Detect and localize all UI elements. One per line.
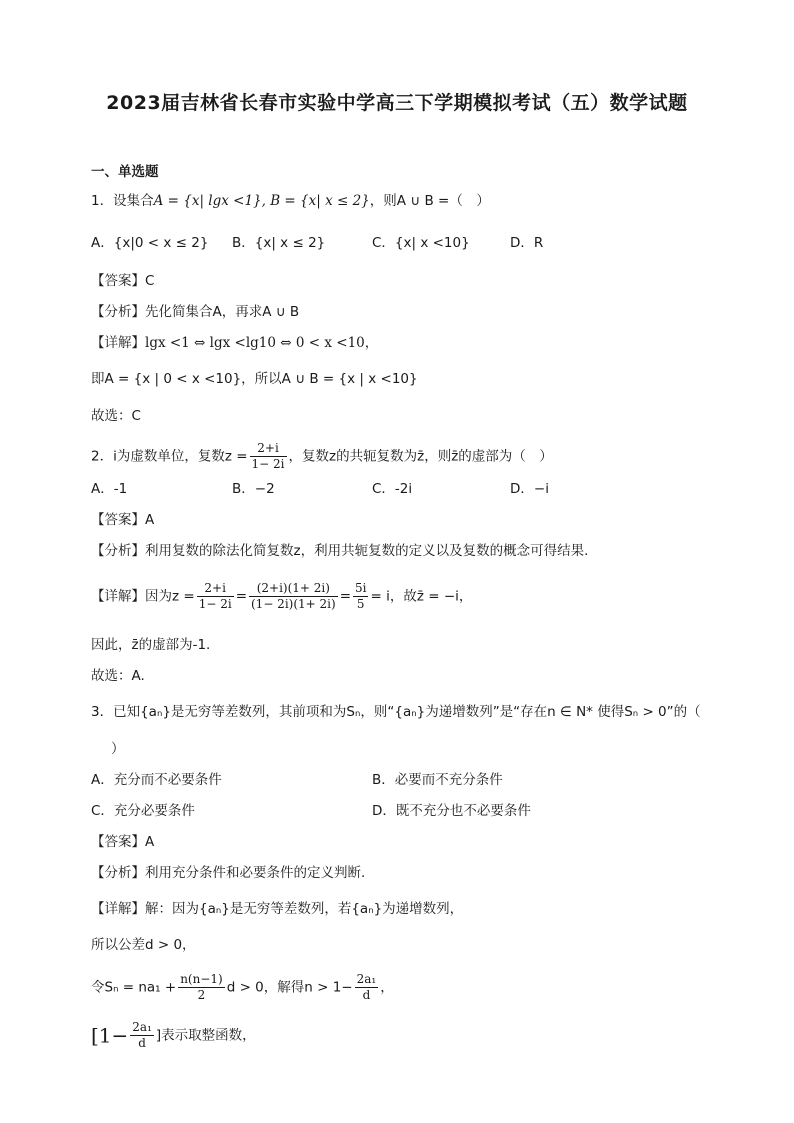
q2-analysis-label: 【分析】 — [91, 543, 145, 559]
frac-num: 2a₁ — [132, 1020, 152, 1034]
q3-analysis-text: 利用充分条件和必要条件的定义判断. — [145, 865, 366, 881]
q2-detail-label: 【详解】 — [91, 588, 145, 605]
q1-analysis-text: 先化简集合A，再求A ∪ B — [145, 304, 300, 320]
q1-option-a: A．{x|0 < x ≤ 2} — [91, 235, 209, 251]
q3-analysis-label: 【分析】 — [91, 865, 145, 881]
q2-analysis — [91, 542, 588, 560]
q2-analysis-text: 利用复数的除法化简复数z，利用共轭复数的定义以及复数的概念可得结果. — [145, 543, 589, 559]
q3-s-post: ， — [380, 979, 394, 996]
q3-option-c: C．充分必要条件 — [91, 803, 195, 819]
q2-detail: 【详解】因为z = $\frac{2+i}{1- 2i}$ = $\frac{(2+i)(1+ 2i)}{(1- 2i)(1+ 2i)}$ = $\frac{5i}{5}$ = i，故z̄ = −i， — [91, 581, 473, 611]
q3-s-frac-2 — [355, 972, 379, 1003]
q1-text-pre: 1．设集合 — [91, 193, 154, 209]
q2-frac-den: 1− 2i — [251, 457, 285, 471]
q1-option-d: D．R — [510, 235, 544, 251]
q3-s-mid: d > 0，解得n > 1− — [226, 979, 353, 996]
q2-option-d: D．−i — [510, 481, 549, 497]
q3-s-pre: 令Sₙ = na₁ + — [91, 979, 177, 996]
q2-detail-post: = i，故z̄ = −i， — [370, 588, 473, 605]
frac-den: d — [362, 988, 371, 1002]
question-2 — [91, 441, 553, 472]
frac-num: n(n−1) — [180, 972, 223, 986]
q3-floor-post: ]表示取整函数， — [155, 1027, 256, 1044]
q2-detail-frac-1 — [197, 581, 234, 612]
q3-floor-line — [91, 1020, 256, 1051]
q2-text-pre: 2．i为虚数单位，复数z = — [91, 448, 248, 465]
q1-detail-2: 即A = {x | 0 < x <10}，所以A ∪ B = {x | x <10} — [91, 371, 418, 387]
question-3-line-1: 3．已知{aₙ}是无穷等差数列，其前项和为Sₙ，则“{aₙ}为递增数列”是“存在n ∈ N* 使得Sₙ > 0”的（ — [91, 704, 701, 720]
q1-detail — [91, 334, 378, 352]
q2-fraction — [250, 441, 287, 472]
q1-option-b: B．{x| x ≤ 2} — [232, 235, 326, 251]
frac-num: 2a₁ — [356, 972, 377, 986]
q3-s-line — [91, 972, 394, 1003]
q1-text-post: ，则A ∪ B =（ ） — [369, 193, 490, 209]
frac-den: 1− 2i — [198, 597, 232, 611]
q1-analysis — [91, 303, 299, 321]
frac-den: 5 — [356, 597, 365, 611]
q3-detail-label: 【详解】 — [91, 901, 145, 917]
q2-text-post: ，复数z的共轭复数为z̄，则z̄的虚部为（ ） — [288, 448, 553, 465]
q2-option-c: C．-2i — [372, 481, 413, 497]
q2-choose: 故选：A. — [91, 668, 145, 684]
question-1 — [91, 192, 490, 210]
q1-choose: 故选：C — [91, 408, 141, 424]
q2-option-a: A．-1 — [91, 481, 128, 497]
frac-num: 5i — [355, 581, 367, 595]
frac-den: 2 — [197, 988, 206, 1002]
q3-answer: 【答案】A — [91, 834, 155, 850]
q3-analysis — [91, 864, 365, 882]
q3-option-b: B．必要而不充分条件 — [372, 772, 503, 788]
section-heading: 一、单选题 — [91, 164, 159, 180]
q1-option-c: C．{x| x <10} — [372, 235, 470, 251]
frac-den: d — [138, 1036, 146, 1050]
q1-detail-text: lgx <1 ⇔ lgx <lg10 ⇔ 0 < x <10， — [145, 335, 379, 351]
q3-floor-frac — [130, 1020, 154, 1051]
q3-d-line: 所以公差d > 0， — [91, 937, 196, 953]
q1-analysis-label: 【分析】 — [91, 304, 145, 320]
q1-answer: 【答案】C — [91, 273, 155, 289]
q3-floor-pre: [1− — [91, 1023, 129, 1048]
q3-detail-text: 解：因为{aₙ}是无穷等差数列，若{aₙ}为递增数列， — [145, 901, 464, 917]
frac-den: (1− 2i)(1+ 2i) — [251, 597, 336, 611]
q2-detail-pre: 因为z = — [145, 588, 195, 605]
q1-detail-label: 【详解】 — [91, 335, 145, 351]
q3-detail — [91, 900, 463, 918]
page-title: 2023届吉林省长春市实验中学高三下学期模拟考试（五）数学试题 — [106, 92, 688, 114]
q3-option-a: A．充分而不必要条件 — [91, 772, 222, 788]
q2-conclude: 因此，z̄的虚部为-1. — [91, 637, 211, 653]
q2-option-b: B．−2 — [232, 481, 275, 497]
q3-s-frac-1 — [178, 972, 225, 1003]
q2-detail-frac-2 — [249, 581, 338, 612]
frac-num: 2+i — [197, 581, 234, 597]
q2-frac-num: 2+i — [250, 441, 287, 457]
q2-answer: 【答案】A — [91, 512, 155, 528]
q2-detail-frac-3 — [353, 581, 368, 612]
q1-sets: A = {x| lgx <1}, B = {x| x ≤ 2} — [153, 193, 370, 209]
q3-option-d: D．既不充分也不必要条件 — [372, 803, 531, 819]
frac-num: (2+i)(1+ 2i) — [249, 581, 338, 597]
question-3-line-2: ） — [111, 741, 125, 757]
